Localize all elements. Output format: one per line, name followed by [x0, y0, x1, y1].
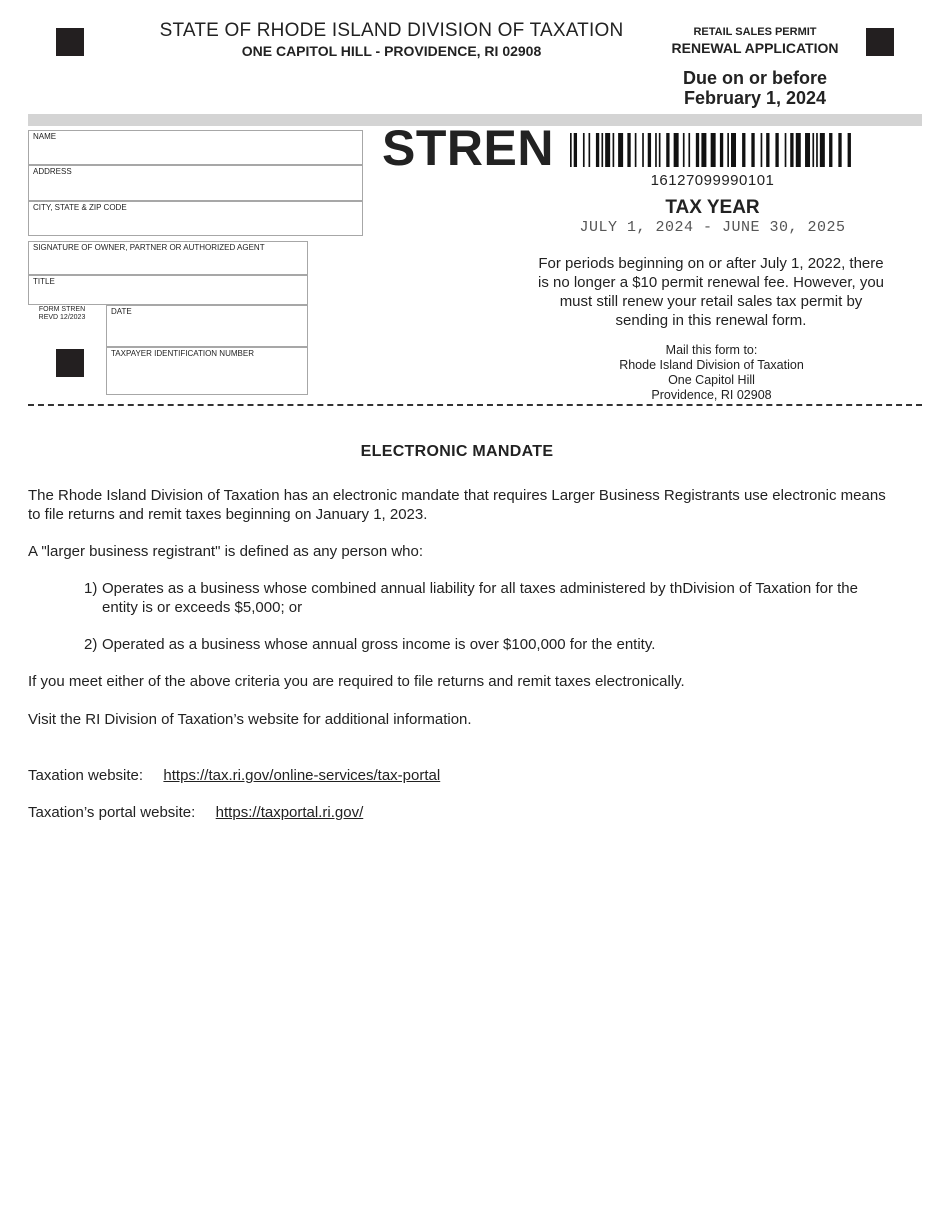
mail-line-3: Providence, RI 02908 — [651, 388, 772, 402]
agency-address: ONE CAPITOL HILL - PROVIDENCE, RI 02908 — [241, 43, 542, 59]
barcode-bar — [627, 133, 630, 167]
list-item — [84, 579, 884, 617]
date-field[interactable] — [106, 305, 308, 347]
tin-field[interactable] — [106, 347, 308, 395]
city-state-zip-field[interactable] — [28, 201, 363, 236]
list-item-number: 1) — [84, 580, 98, 597]
barcode-bar — [848, 133, 851, 167]
barcode-bar — [766, 133, 769, 167]
barcode-bar — [742, 133, 745, 167]
tear-off-line — [28, 404, 922, 406]
barcode-bar — [674, 133, 679, 167]
barcode-bar — [829, 133, 832, 167]
form-id-line-2: REVD 12/2023 — [38, 314, 86, 321]
name-field-label: NAME — [33, 132, 57, 141]
permit-type: RETAIL SALES PERMIT — [693, 26, 817, 38]
date-field-label: DATE — [111, 307, 132, 316]
barcode-bar — [655, 133, 657, 167]
portal-website-label: Taxation’s portal website: — [28, 804, 196, 821]
registration-mark-top-right — [866, 28, 894, 56]
barcode-bar — [613, 133, 615, 167]
mandate-criteria: If you meet either of the above criteria you are required to file returns and remit taxes electronically. — [28, 673, 685, 690]
form-id-note — [30, 306, 94, 322]
city-state-zip-label: CITY, STATE & ZIP CODE — [33, 203, 127, 212]
barcode-bar — [731, 133, 736, 167]
barcode-bar — [659, 133, 661, 167]
list-item — [84, 635, 884, 654]
barcode-bar — [711, 133, 716, 167]
barcode-bar — [601, 133, 603, 167]
portal-website-row — [28, 803, 888, 822]
barcode-bar — [683, 133, 685, 167]
mandate-title: ELECTRONIC MANDATE — [360, 443, 554, 460]
mail-heading: Mail this form to: — [665, 343, 758, 357]
title-field-label: TITLE — [33, 277, 55, 286]
barcode-bar — [596, 133, 599, 167]
barcode-bar — [820, 133, 825, 167]
signature-field-label: SIGNATURE OF OWNER, PARTNER OR AUTHORIZED AGENT — [33, 243, 265, 252]
barcode-bar — [648, 133, 651, 167]
barcode-bar — [796, 133, 801, 167]
mandate-definition: A "larger business registrant" is defined as any person who: — [28, 543, 424, 560]
barcode-bar — [812, 133, 814, 167]
barcode-bar — [618, 133, 623, 167]
barcode-bar — [635, 133, 637, 167]
mail-line-2: One Capitol Hill — [668, 373, 755, 387]
barcode-bar — [589, 133, 591, 167]
barcode-bar — [688, 133, 690, 167]
list-item-number: 2) — [84, 636, 98, 653]
due-line-2: February 1, 2024 — [683, 88, 827, 108]
tax-year-label: TAX YEAR — [665, 197, 760, 218]
list-item-text: Operates as a business whose combined annual liability for all taxes administered by thDivision of Taxation for the entity is or exceeds $5,000; or — [102, 580, 858, 616]
barcode-bar — [574, 133, 577, 167]
barcode-bar — [775, 133, 778, 167]
taxation-website-label: Taxation website: — [28, 767, 144, 784]
barcode-bar — [696, 133, 699, 167]
barcode-bar — [790, 133, 793, 167]
address-field[interactable] — [28, 165, 363, 201]
due-date — [655, 68, 855, 108]
portal-website-link[interactable]: https://taxportal.ri.gov/ — [215, 804, 364, 821]
barcode-bar — [785, 133, 787, 167]
signature-field[interactable] — [28, 241, 308, 275]
title-field[interactable] — [28, 275, 308, 305]
address-field-label: ADDRESS — [33, 167, 72, 176]
barcode-bar — [642, 133, 644, 167]
form-code: STREN — [382, 120, 554, 176]
barcode-bar — [805, 133, 810, 167]
barcode-bar — [751, 133, 754, 167]
permit-header — [660, 26, 850, 58]
tax-year-range: JULY 1, 2024 - JUNE 30, 2025 — [579, 219, 846, 236]
barcode-number: 16127099990101 — [650, 172, 775, 189]
registration-mark-top-left — [56, 28, 84, 56]
barcode-bar — [816, 133, 818, 167]
registration-mark-bottom-left — [56, 349, 84, 377]
barcode-bar — [701, 133, 706, 167]
barcode-bar — [570, 133, 572, 167]
due-line-1: Due on or before — [682, 68, 827, 88]
taxation-website-row — [28, 766, 888, 785]
agency-header — [150, 20, 633, 60]
list-item-text: Operated as a business whose annual gross income is over $100,000 for the entity. — [102, 636, 656, 653]
permit-title: RENEWAL APPLICATION — [671, 40, 839, 56]
barcode-bar — [761, 133, 763, 167]
barcode — [570, 133, 855, 167]
mandate-visit: Visit the RI Division of Taxation’s website for additional information. — [28, 711, 472, 728]
barcode-bar — [666, 133, 669, 167]
barcode-bar — [605, 133, 610, 167]
barcode-bar — [720, 133, 723, 167]
name-field[interactable] — [28, 130, 363, 165]
barcode-bar — [838, 133, 841, 167]
form-id-line-1: FORM STREN — [38, 306, 86, 313]
barcode-bar — [727, 133, 729, 167]
barcode-bar — [583, 133, 585, 167]
mandate-intro: The Rhode Island Division of Taxation has an electronic mandate that requires Larger Business Registrants use electronic means to file returns and remit taxes beginning on January 1, 2023. — [28, 487, 886, 523]
tin-field-label: TAXPAYER IDENTIFICATION NUMBER — [111, 349, 254, 358]
agency-name: STATE OF RHODE ISLAND DIVISION OF TAXATION — [159, 20, 624, 41]
mailing-address — [560, 343, 863, 403]
taxation-website-link[interactable]: https://tax.ri.gov/online-services/tax-portal — [163, 767, 441, 784]
renewal-fee-notice: For periods beginning on or after July 1, 2022, there is no longer a $10 permit renewal fee. However, you must still renew your retail sales tax permit by sending in this renewal form. — [537, 255, 885, 329]
mail-line-1: Rhode Island Division of Taxation — [619, 358, 804, 372]
